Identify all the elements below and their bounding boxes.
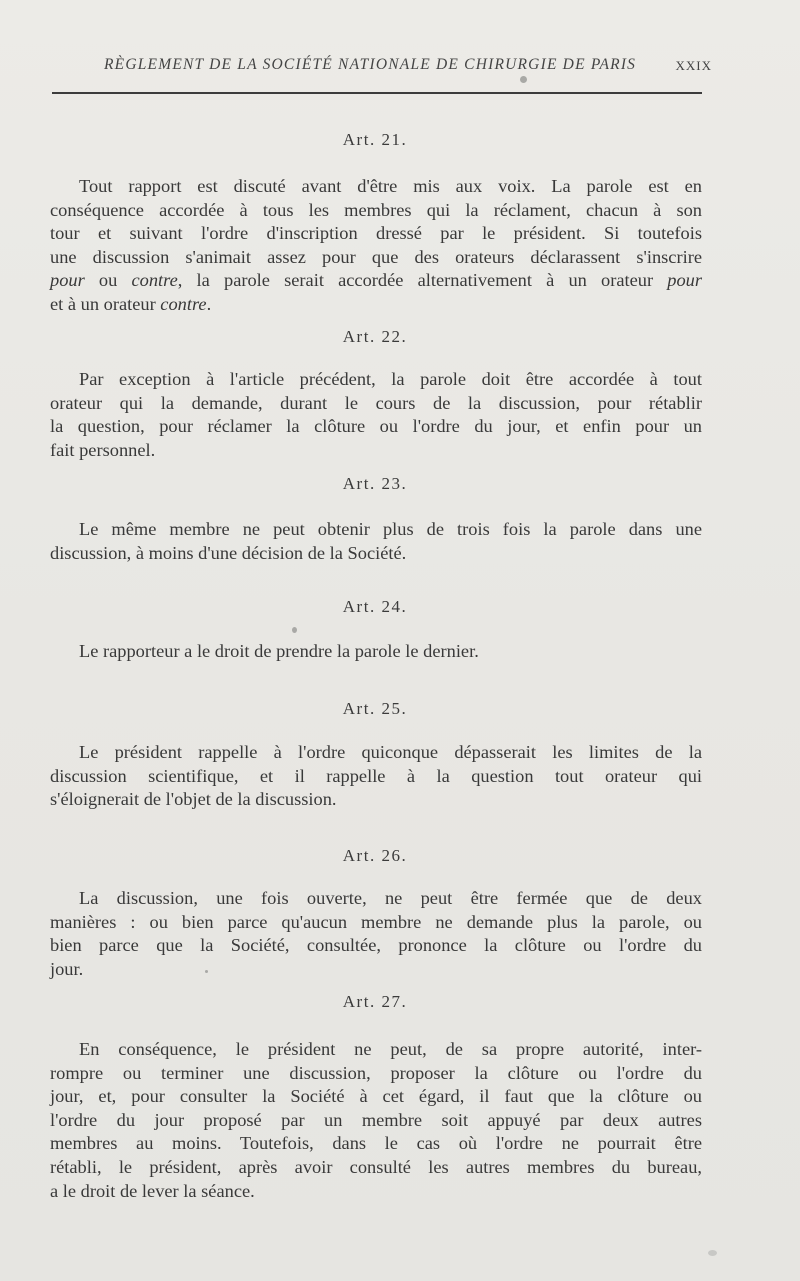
text-line: une discussion s'animait assez pour que des orateurs déclarassent s'inscrire <box>50 246 702 267</box>
text-line: discussion, à moins d'une décision de la Société. <box>50 542 407 563</box>
text-line: conséquence accordée à tous les membres qui la réclament, chacun à son <box>50 199 702 220</box>
article-heading-26: Art. 26. <box>342 846 408 865</box>
scan-speck <box>292 627 297 633</box>
italic-word: contre <box>131 270 178 291</box>
text-line: la question, pour réclamer la clôture ou l'ordre du jour, et enfin pour un <box>50 416 702 437</box>
text-line: l'ordre du jour proposé par un membre soit appuyé par deux autres <box>50 1109 702 1130</box>
text-line: bien parce que la Société, consultée, prononce la clôture ou l'ordre du <box>50 935 702 956</box>
text-line: a le droit de lever la séance. <box>50 1180 255 1201</box>
text-line: En conséquence, le président ne peut, de sa propre autorité, inter- <box>79 1039 702 1059</box>
article-body-27 <box>50 1038 702 1203</box>
article-heading-23: Art. 23. <box>342 474 408 493</box>
text-line: fait personnel. <box>50 439 156 460</box>
article-heading-22: Art. 22. <box>342 327 408 346</box>
text-line: Tout rapport est discuté avant d'être mis aux voix. La parole est en <box>79 176 702 196</box>
article-body-21 <box>50 175 702 317</box>
italic-word: contre <box>160 293 207 314</box>
article-heading-25: Art. 25. <box>342 699 408 718</box>
text-line: Le rapporteur a le droit de prendre la parole le dernier. <box>79 641 479 661</box>
text-line: membres au moins. Toutefois, dans le cas où l'ordre ne pourrait être <box>50 1133 702 1154</box>
text-line: s'éloignerait de l'objet de la discussion. <box>50 789 337 810</box>
running-head-title: RÈGLEMENT DE LA SOCIÉTÉ NATIONALE DE CHIRURGIE DE PARIS <box>104 56 637 73</box>
running-head <box>104 56 712 82</box>
article-heading-27: Art. 27. <box>342 992 408 1011</box>
text-line: tour et suivant l'ordre d'inscription dressé par le président. Si toutefois <box>50 223 702 244</box>
text-line: Le président rappelle à l'ordre quiconque dépasserait les limites de la <box>79 742 702 762</box>
text-line: Le même membre ne peut obtenir plus de trois fois la parole dans une <box>79 519 702 539</box>
text-line: rompre ou terminer une discussion, proposer la clôture ou l'ordre du <box>50 1062 702 1083</box>
text-line: manières : ou bien parce qu'aucun membre ne demande plus la parole, ou <box>50 911 702 932</box>
scan-speck <box>520 76 527 83</box>
text-line: orateur qui la demande, durant le cours de la discussion, pour rétablir <box>50 392 702 413</box>
article-body-23 <box>50 518 702 565</box>
text-line: jour. <box>50 958 84 979</box>
text-line: rétabli, le président, après avoir consulté les autres membres du bureau, <box>50 1156 702 1177</box>
text-line <box>50 293 702 317</box>
italic-word: pour <box>50 270 85 291</box>
text-run: . <box>206 293 212 314</box>
article-body-22 <box>50 368 702 462</box>
text-run: ou <box>84 270 132 291</box>
article-heading-24: Art. 24. <box>342 597 408 616</box>
text-line: jour, et, pour consulter la Société à cet égard, il faut que la clôture ou <box>50 1086 702 1107</box>
article-body-26 <box>50 887 702 981</box>
text-run: , la parole serait accordée alternativement à un orateur <box>177 270 668 291</box>
text-line: Par exception à l'article précédent, la parole doit être accordée à tout <box>79 369 702 389</box>
text-line: discussion scientifique, et il rappelle à la question tout orateur qui <box>50 765 702 786</box>
article-heading-21: Art. 21. <box>342 130 408 149</box>
italic-word: pour <box>667 270 703 291</box>
text-run: et à un orateur <box>50 293 161 314</box>
text-line <box>50 269 702 293</box>
scan-speck <box>205 970 208 973</box>
header-rule <box>52 92 702 94</box>
article-body-24 <box>50 640 702 664</box>
page-number: XXIX <box>675 58 712 73</box>
article-body-25 <box>50 741 702 812</box>
scan-speck <box>708 1250 717 1256</box>
text-line: La discussion, une fois ouverte, ne peut être fermée que de deux <box>79 888 702 908</box>
